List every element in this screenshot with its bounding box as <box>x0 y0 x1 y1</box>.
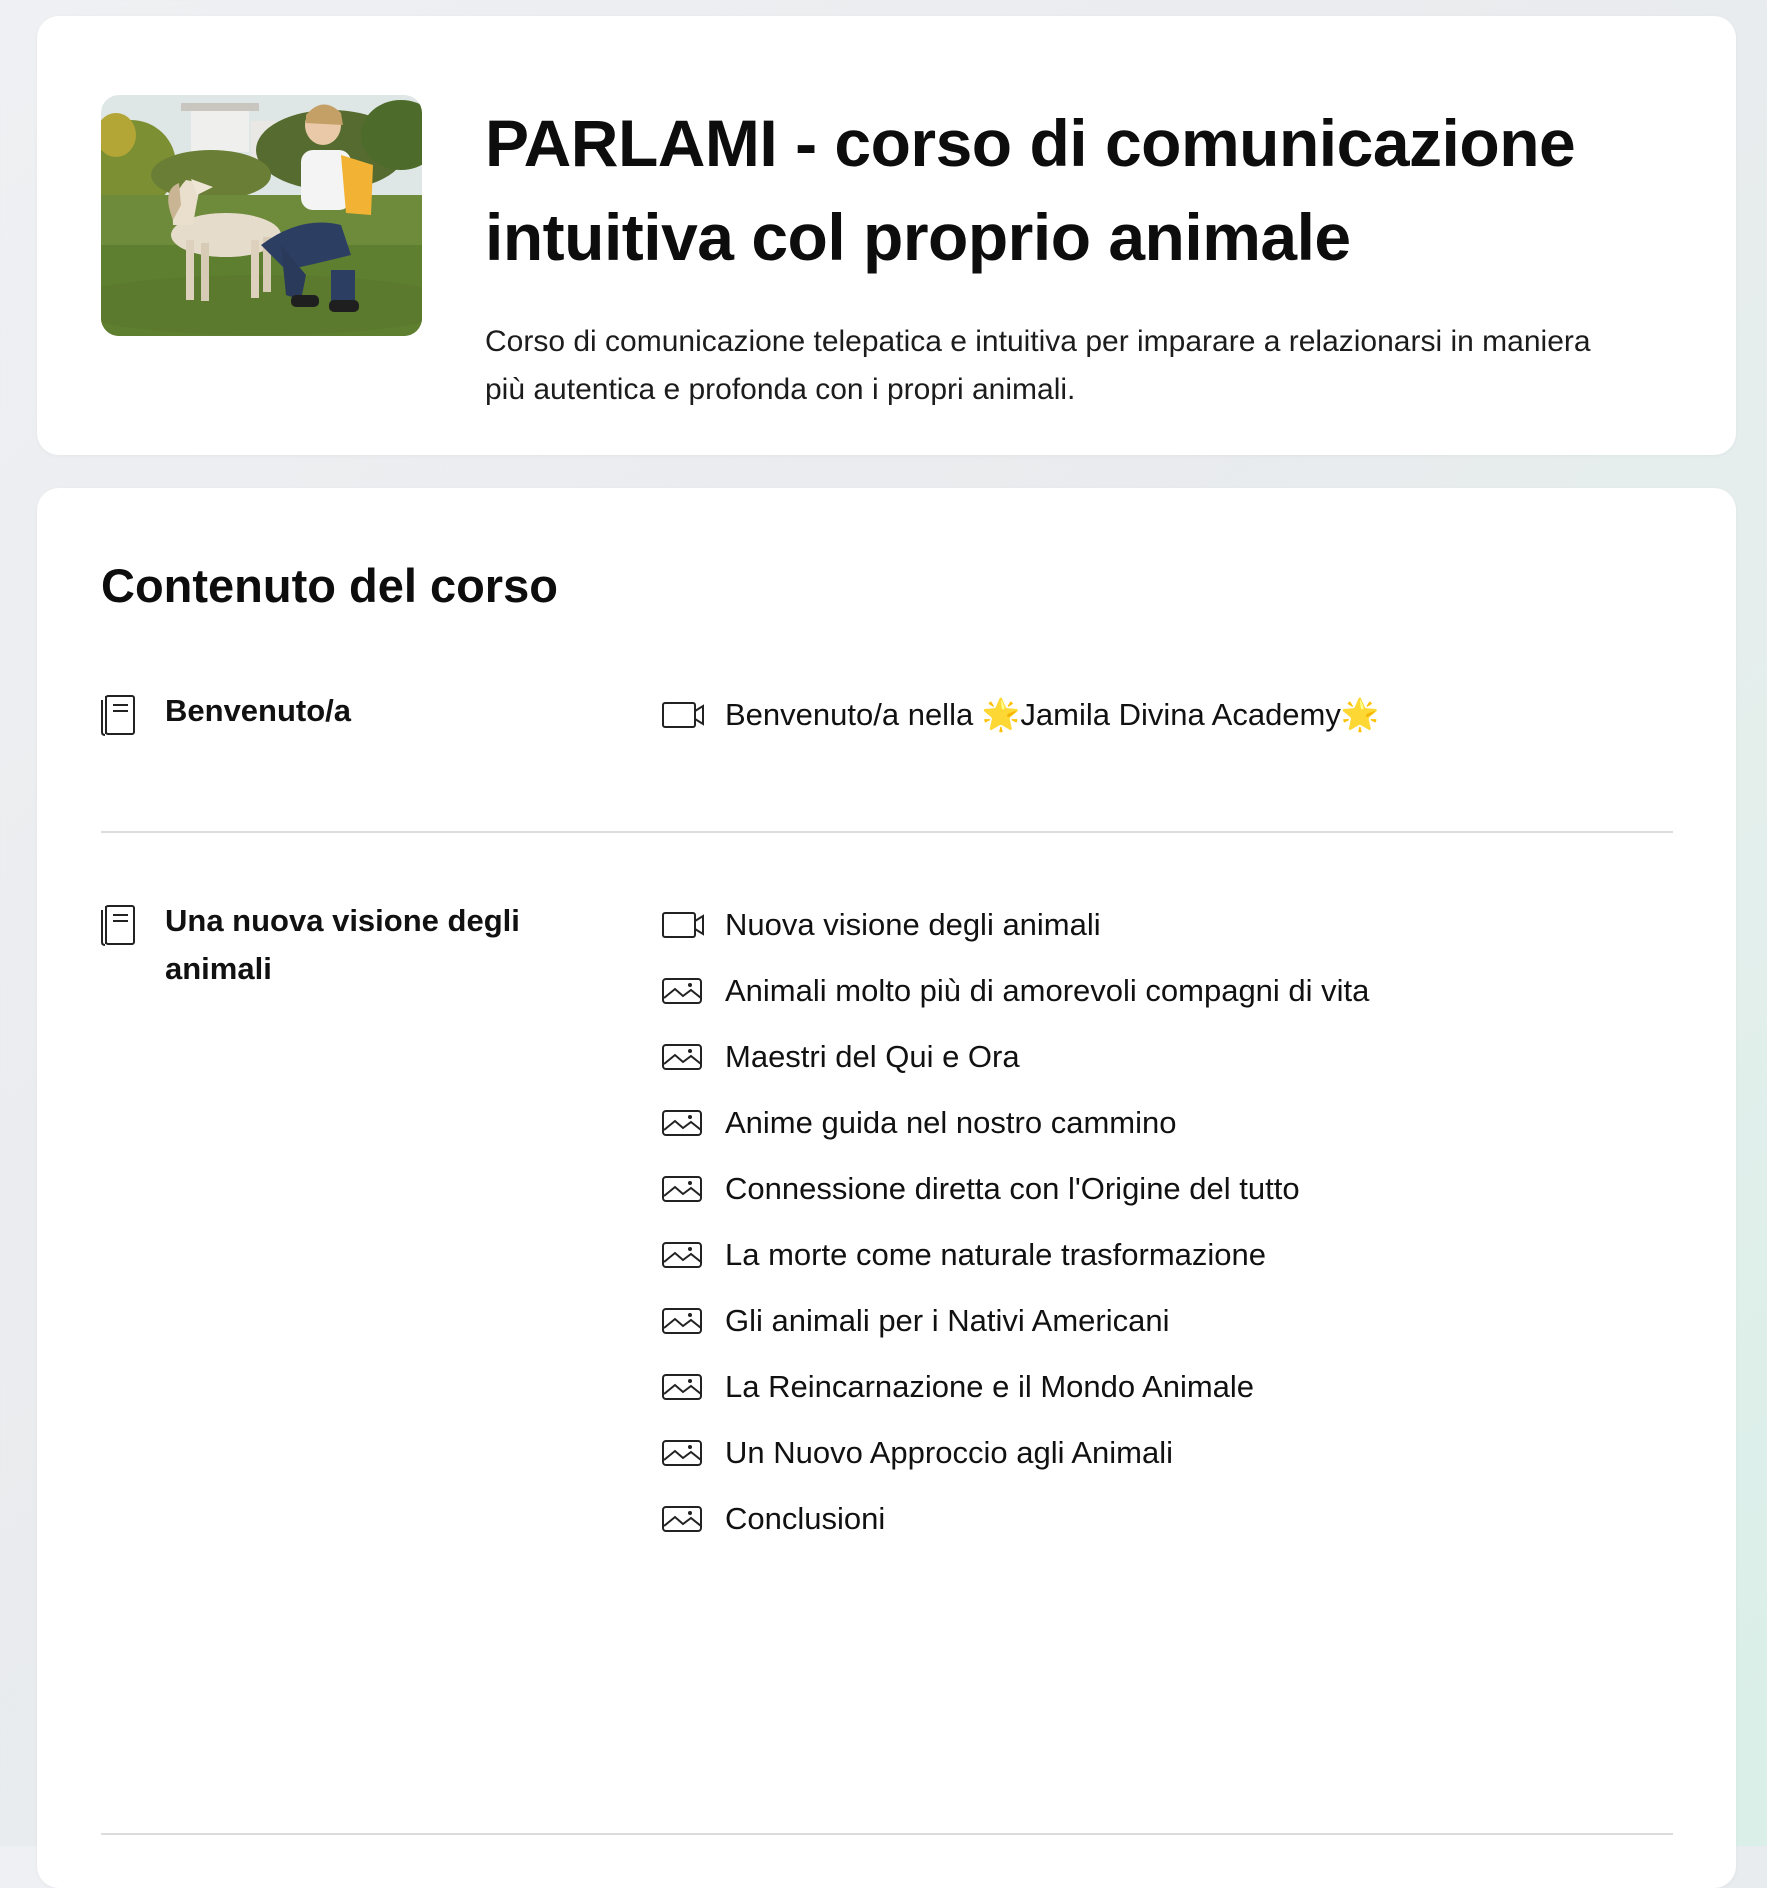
lesson-label: La morte come naturale trasformazione <box>725 1237 1267 1272</box>
book-icon <box>101 902 139 946</box>
lesson-label: Maestri del Qui e Ora <box>725 1039 1020 1074</box>
lesson-label: Animali molto più di amorevoli compagni di vita <box>725 973 1370 1008</box>
course-header-card <box>37 16 1736 455</box>
section-divider <box>101 1833 1673 1835</box>
course-title: PARLAMI - corso di comunicazione intuitiva col proprio animale <box>485 106 1576 274</box>
image-icon <box>661 1438 705 1468</box>
image-icon <box>661 1174 705 1204</box>
lesson-list <box>661 903 1661 1563</box>
lesson-item[interactable] <box>661 1475 1661 1563</box>
lesson-label: Un Nuovo Approccio agli Animali <box>725 1435 1174 1470</box>
course-content-card <box>37 488 1736 1888</box>
section-header[interactable] <box>101 693 601 736</box>
lesson-label: Gli animali per i Nativi Americani <box>725 1303 1170 1338</box>
lesson-label: Connessione diretta con l'Origine del tutto <box>725 1171 1300 1206</box>
image-icon <box>661 1240 705 1270</box>
image-icon <box>661 1372 705 1402</box>
image-icon <box>661 1306 705 1336</box>
section-title: Una nuova visione degli animali <box>165 903 520 986</box>
content-heading: Contenuto del corso <box>101 559 558 612</box>
image-icon <box>661 976 705 1006</box>
section-divider <box>101 831 1673 833</box>
lesson-label: Benvenuto/a nella 🌟Jamila Divina Academy🌟 <box>725 697 1380 732</box>
book-icon <box>101 692 139 736</box>
course-header-text <box>485 96 1675 414</box>
image-icon <box>661 1108 705 1138</box>
lesson-label: Nuova visione degli animali <box>725 907 1101 942</box>
lesson-label: Conclusioni <box>725 1501 886 1536</box>
lesson-label: La Reincarnazione e il Mondo Animale <box>725 1369 1255 1404</box>
video-icon <box>661 910 705 940</box>
course-cover-image <box>101 95 422 336</box>
image-icon <box>661 1504 705 1534</box>
lesson-item[interactable] <box>661 671 1661 759</box>
section-title: Benvenuto/a <box>165 693 352 728</box>
lesson-label: Anime guida nel nostro cammino <box>725 1105 1177 1140</box>
lesson-list <box>661 693 1661 759</box>
course-description: Corso di comunicazione telepatica e intuitiva per imparare a relazionarsi in maniera più autentica e profonda con i propri animali. <box>485 325 1591 406</box>
section-header[interactable] <box>101 903 601 993</box>
video-icon <box>661 700 705 730</box>
image-icon <box>661 1042 705 1072</box>
